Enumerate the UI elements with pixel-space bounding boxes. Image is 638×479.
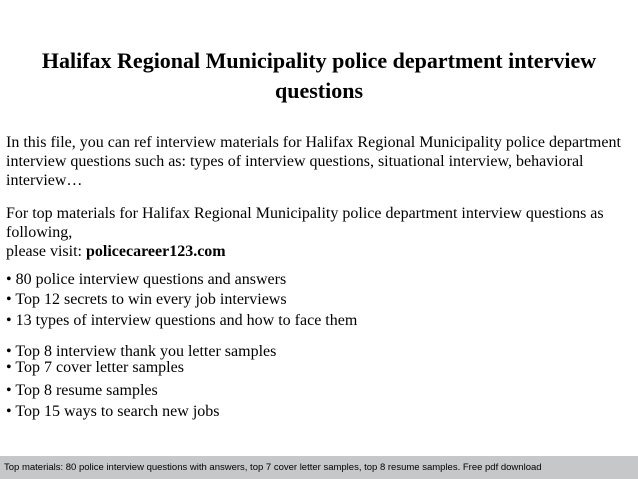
cta-paragraph <box>6 204 632 261</box>
intro-paragraph: In this file, you can ref interview materials for Halifax Regional Municipality police department interview questions such as: types of interview questions, situational interview, behavioral interview… <box>6 134 621 189</box>
list-item: • Top 8 resume samples <box>6 382 158 399</box>
footer-bar: Top materials: 80 police interview questions with answers, top 7 cover letter samples, top 8 resume samples. Free pdf download <box>0 456 638 479</box>
list-item: • Top 8 interview thank you letter samples <box>6 343 277 360</box>
cta-text: For top materials for Halifax Regional Municipality police department interview questions as following, <box>6 205 604 241</box>
list-item: • Top 7 cover letter samples <box>6 359 184 376</box>
list-item: • Top 12 secrets to win every job interviews <box>6 291 287 308</box>
list-item: • 13 types of interview questions and how to face them <box>6 312 358 329</box>
page-title: Halifax Regional Municipality police department interview questions <box>41 48 597 103</box>
list-item: • Top 15 ways to search new jobs <box>6 403 220 420</box>
list-item: • 80 police interview questions and answers <box>6 271 287 288</box>
visit-prefix: please visit: <box>6 243 86 260</box>
visit-link[interactable]: policecareer123.com <box>85 243 226 260</box>
